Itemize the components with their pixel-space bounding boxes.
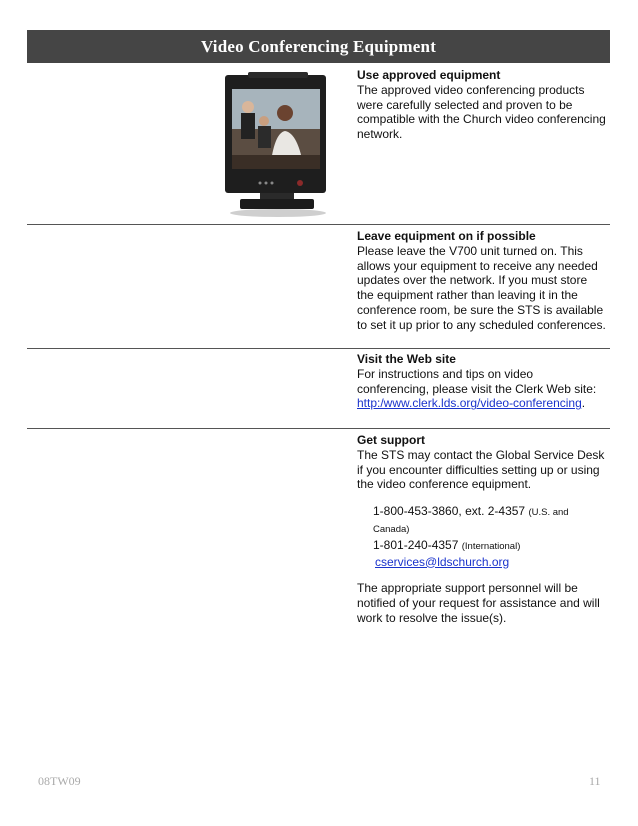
phone-number: 1-801-240-4357 xyxy=(373,537,459,552)
section-heading: Get support xyxy=(357,433,425,447)
page-title-text: Video Conferencing Equipment xyxy=(200,36,437,56)
section-heading: Leave equipment on if possible xyxy=(357,229,536,243)
section-closing: The appropriate support personnel will be notified of your request for assistance and will work to resolve the issue(s). xyxy=(357,581,600,625)
section-body: The STS may contact the Global Service Desk if you encounter difficulties setting up or using the video conference equipment. xyxy=(357,447,605,492)
page-title xyxy=(27,30,610,63)
page-number: 11 xyxy=(589,774,601,788)
section-body: Please leave the V700 unit turned on. This allows your equipment to receive any needed updates over the network. If you must store the equipment rather than leaving it in the conference room, be sure the STS is available to set it up prior to any scheduled conferences. xyxy=(357,243,606,332)
clerk-web-site-link[interactable]: http:/www.clerk.lds.org/video-conferencing xyxy=(357,396,582,411)
section-heading: Use approved equipment xyxy=(357,68,501,82)
section-divider xyxy=(27,428,610,429)
document-code: 08TW09 xyxy=(38,774,81,788)
phone-note: (U.S. and Canada) xyxy=(373,507,569,535)
phone-number: 1-800-453-3860, ext. 2-4357 xyxy=(373,504,526,519)
section-divider xyxy=(27,224,610,225)
section-use-approved-equipment xyxy=(357,68,607,142)
section-divider xyxy=(27,348,610,349)
section-body: The approved video conferencing products were carefully selected and proven to be compatible with the Church video conferencing network. xyxy=(357,82,606,142)
phone-note: (International) xyxy=(461,540,521,552)
phone-international xyxy=(373,538,607,555)
section-visit-web-site xyxy=(357,352,607,411)
support-email-link[interactable]: cservices@ldschurch.org xyxy=(375,554,510,569)
section-heading: Visit the Web site xyxy=(357,352,456,366)
section-leave-equipment-on xyxy=(357,229,607,333)
section-get-support xyxy=(357,433,607,626)
section-body: For instructions and tips on video conferencing, please visit the Clerk Web site: xyxy=(357,366,597,396)
phone-us-canada xyxy=(373,504,607,538)
link-suffix: . xyxy=(581,396,586,411)
video-conferencing-unit-image xyxy=(220,69,330,217)
